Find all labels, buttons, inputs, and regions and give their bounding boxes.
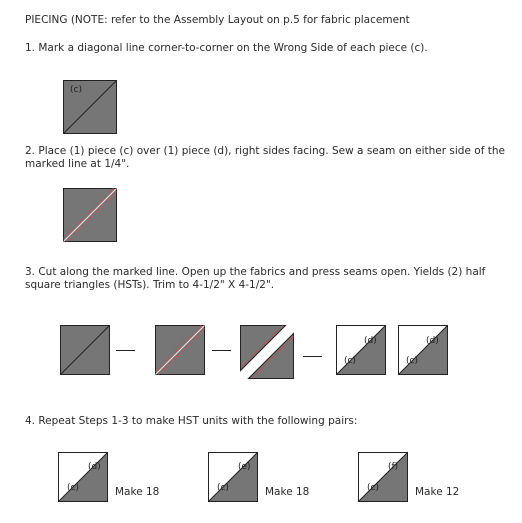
label-c: (c): [406, 356, 418, 366]
step3-cut-pieces: [240, 325, 294, 379]
step3-square-marked: [60, 325, 110, 375]
make-count-1: Make 18: [115, 486, 160, 498]
step2-square: [63, 188, 117, 242]
hst-unit-2: [398, 325, 448, 375]
label-d: (d): [426, 336, 439, 346]
arrow-2: [212, 350, 231, 351]
label-c: (c): [344, 356, 356, 366]
hst-pair-c-e: [208, 452, 258, 502]
label-c: (c): [70, 85, 82, 95]
hst-unit-1: [336, 325, 386, 375]
make-count-3: Make 12: [415, 486, 460, 498]
step3-square-sewn: [155, 325, 205, 375]
label-top: (e): [238, 462, 251, 472]
label-top: (d): [88, 462, 101, 472]
hst-pair-c-f: [358, 452, 408, 502]
arrow-1: [116, 350, 135, 351]
step-1-text: 1. Mark a diagonal line corner-to-corner on the Wrong Side of each piece (c).: [25, 42, 428, 54]
label-bottom: (c): [367, 483, 379, 493]
label-bottom: (c): [67, 483, 79, 493]
step-3-text: 3. Cut along the marked line. Open up the fabrics and press seams open. Yields (2) half square triangles (HSTs). Trim to 4-1/2" X 4-1/2".: [25, 266, 486, 291]
section-heading: PIECING (NOTE: refer to the Assembly Layout on p.5 for fabric placement: [25, 14, 410, 26]
label-top: (f): [388, 462, 399, 472]
label-d: (d): [364, 336, 377, 346]
step1-square: [63, 80, 117, 134]
step-2-text: 2. Place (1) piece (c) over (1) piece (d), right sides facing. Sew a seam on either side of the marked line at 1/4".: [25, 145, 505, 170]
step-4-text: 4. Repeat Steps 1-3 to make HST units with the following pairs:: [25, 415, 358, 427]
make-count-2: Make 18: [265, 486, 310, 498]
arrow-3: [303, 356, 322, 357]
label-bottom: (c): [217, 483, 229, 493]
hst-pair-c-d: [58, 452, 108, 502]
